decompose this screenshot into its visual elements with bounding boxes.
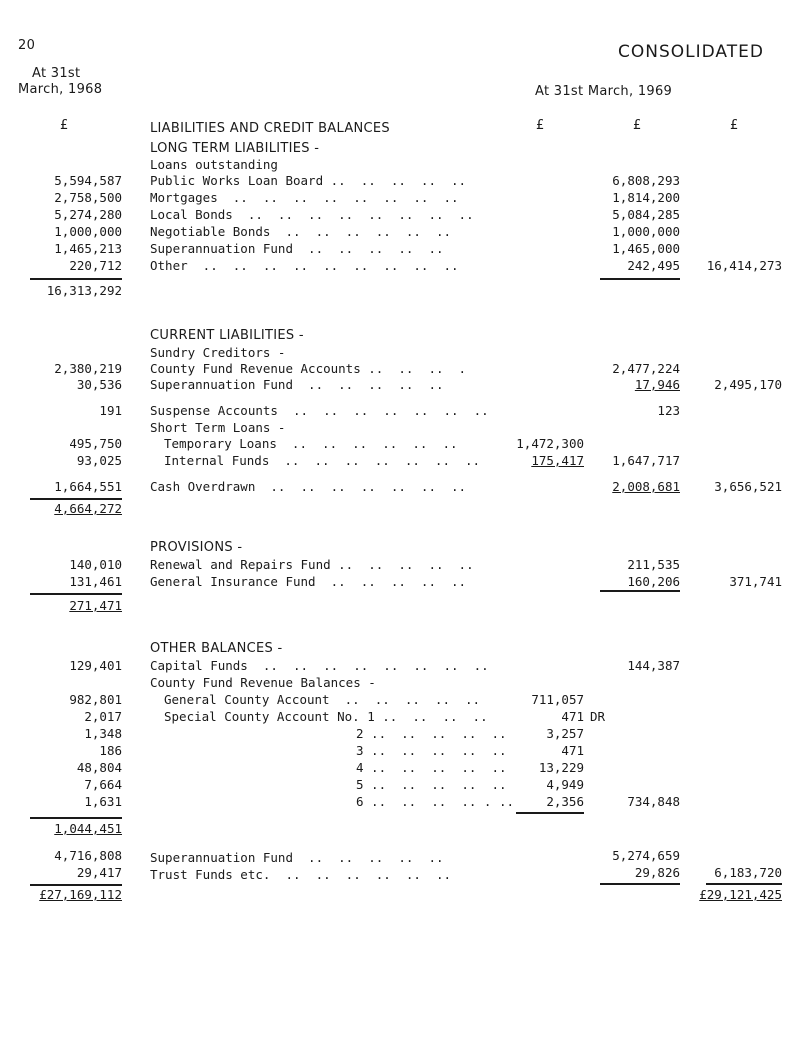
col2-value: 5,084,285	[612, 207, 680, 222]
row-label: 2 .. .. .. .. ..	[356, 726, 507, 741]
row-label: 4 .. .. .. .. ..	[356, 760, 507, 775]
col2-value: 1,465,000	[612, 241, 680, 256]
prior-value: 48,804	[76, 760, 122, 775]
county-fund-subheading: County Fund Revenue Balances -	[150, 675, 376, 690]
prior-value: 2,017	[84, 709, 122, 724]
prior-value: 4,716,808	[54, 848, 122, 863]
row-label: 6 .. .. .. .. . ..	[356, 794, 515, 809]
prior-value: 1,348	[84, 726, 122, 741]
rule	[706, 883, 782, 885]
short-term-loans-subheading: Short Term Loans -	[150, 420, 286, 435]
col3-value: 371,741	[729, 574, 782, 589]
col1-value: 471	[561, 743, 584, 758]
long-term-heading: LONG TERM LIABILITIES -	[150, 141, 320, 156]
prior-value: 191	[99, 403, 122, 418]
rule	[600, 883, 680, 885]
prior-value: 30,536	[76, 377, 122, 392]
col1-value: 13,229	[538, 760, 584, 775]
prior-value: 186	[99, 743, 122, 758]
subtotal-prior: 271,471	[69, 598, 122, 613]
col3-value: 3,656,521	[714, 479, 782, 494]
rule	[30, 278, 122, 280]
row-label: Suspense Accounts .. .. .. .. .. .. ..	[150, 403, 489, 418]
other-balances-heading: OTHER BALANCES -	[150, 641, 283, 656]
subtotal-prior: 1,044,451	[54, 821, 122, 836]
section-title: LIABILITIES AND CREDIT BALANCES	[150, 121, 390, 136]
prior-value: 131,461	[69, 574, 122, 589]
col3-value: 6,183,720	[714, 865, 782, 880]
prior-value: 29,417	[76, 865, 122, 880]
col3-value: 2,495,170	[714, 377, 782, 392]
page-title: CONSOLIDATED	[618, 42, 764, 62]
col2-value: 1,647,717	[612, 453, 680, 468]
prior-value: 5,594,587	[54, 173, 122, 188]
col1-value: 1,472,300	[516, 436, 584, 451]
row-label: Temporary Loans .. .. .. .. .. ..	[164, 436, 458, 451]
prior-value: 1,664,551	[54, 479, 122, 494]
row-label: Internal Funds .. .. .. .. .. .. ..	[164, 453, 481, 468]
currency-header-col2: £	[633, 118, 642, 133]
current-year-header: At 31st March, 1969	[535, 84, 673, 99]
loans-outstanding-subheading: Loans outstanding	[150, 157, 278, 172]
row-label: General Insurance Fund .. .. .. .. ..	[150, 574, 467, 589]
col2-value: 29,826	[634, 865, 680, 880]
row-label: Superannuation Fund .. .. .. .. ..	[150, 377, 444, 392]
provisions-heading: PROVISIONS -	[150, 540, 243, 555]
col1-value: 175,417	[531, 453, 584, 468]
col2-value: 1,000,000	[612, 224, 680, 239]
prior-value: 140,010	[69, 557, 122, 572]
col3-value: 16,414,273	[706, 258, 782, 273]
prior-value: 7,664	[84, 777, 122, 792]
currency-header-col1: £	[536, 118, 545, 133]
row-label: Public Works Loan Board .. .. .. .. ..	[150, 173, 467, 188]
grand-total-current: £29,121,425	[699, 887, 782, 902]
row-label: Superannuation Fund .. .. .. .. ..	[150, 850, 444, 865]
col2-value: 211,535	[627, 557, 680, 572]
prior-value: 129,401	[69, 658, 122, 673]
row-label: 5 .. .. .. .. ..	[356, 777, 507, 792]
col2-value: 734,848	[627, 794, 680, 809]
prior-value: 2,380,219	[54, 361, 122, 376]
subtotal-prior: 16,313,292	[46, 283, 122, 298]
row-label: 3 .. .. .. .. ..	[356, 743, 507, 758]
rule	[30, 817, 122, 819]
col1-value: 3,257	[546, 726, 584, 741]
prior-value: 495,750	[69, 436, 122, 451]
prior-value: 220,712	[69, 258, 122, 273]
prior-value: 1,631	[84, 794, 122, 809]
col2-value: 17,946	[634, 377, 680, 392]
prior-value: 1,000,000	[54, 224, 122, 239]
row-label: Trust Funds etc. .. .. .. .. .. ..	[150, 867, 452, 882]
row-label: Superannuation Fund .. .. .. .. ..	[150, 241, 444, 256]
prior-value: 982,801	[69, 692, 122, 707]
prior-value: 93,025	[76, 453, 122, 468]
col2-value: 5,274,659	[612, 848, 680, 863]
current-liabilities-heading: CURRENT LIABILITIES -	[150, 328, 304, 343]
row-label: Mortgages .. .. .. .. .. .. .. ..	[150, 190, 459, 205]
row-label: General County Account .. .. .. .. ..	[164, 692, 481, 707]
rule	[30, 498, 122, 500]
rule	[600, 278, 680, 280]
rule	[30, 593, 122, 595]
col1-value: 2,356	[546, 794, 584, 809]
col1-value: 4,949	[546, 777, 584, 792]
rule	[600, 590, 680, 592]
rule	[516, 812, 584, 814]
prior-year-header-line2: March, 1968	[18, 82, 103, 97]
col2-value: 160,206	[627, 574, 680, 589]
row-label: Special County Account No. 1 .. .. .. ..	[164, 709, 488, 724]
prior-year-header-line1: At 31st	[32, 66, 81, 81]
col2-value: 144,387	[627, 658, 680, 673]
row-label: County Fund Revenue Accounts .. .. .. .	[150, 361, 467, 376]
rule	[30, 884, 122, 886]
subtotal-prior: 4,664,272	[54, 501, 122, 516]
debit-marker: DR	[590, 709, 606, 724]
currency-header-prior: £	[60, 118, 69, 133]
row-label: Capital Funds .. .. .. .. .. .. .. ..	[150, 658, 489, 673]
prior-value: 1,465,213	[54, 241, 122, 256]
col1-value: 471	[561, 709, 584, 724]
col2-value: 2,008,681	[612, 479, 680, 494]
col2-value: 123	[657, 403, 680, 418]
row-label: Negotiable Bonds .. .. .. .. .. ..	[150, 224, 452, 239]
page-number: 20	[18, 38, 36, 53]
row-label: Cash Overdrawn .. .. .. .. .. .. ..	[150, 479, 467, 494]
col2-value: 242,495	[627, 258, 680, 273]
prior-value: 5,274,280	[54, 207, 122, 222]
col2-value: 2,477,224	[612, 361, 680, 376]
col2-value: 6,808,293	[612, 173, 680, 188]
currency-header-col3: £	[730, 118, 739, 133]
row-label: Other .. .. .. .. .. .. .. .. ..	[150, 258, 459, 273]
col2-value: 1,814,200	[612, 190, 680, 205]
prior-value: 2,758,500	[54, 190, 122, 205]
row-label: Local Bonds .. .. .. .. .. .. .. ..	[150, 207, 474, 222]
sundry-creditors-subheading: Sundry Creditors -	[150, 345, 286, 360]
col1-value: 711,057	[531, 692, 584, 707]
grand-total-prior: £27,169,112	[39, 887, 122, 902]
row-label: Renewal and Repairs Fund .. .. .. .. ..	[150, 557, 474, 572]
